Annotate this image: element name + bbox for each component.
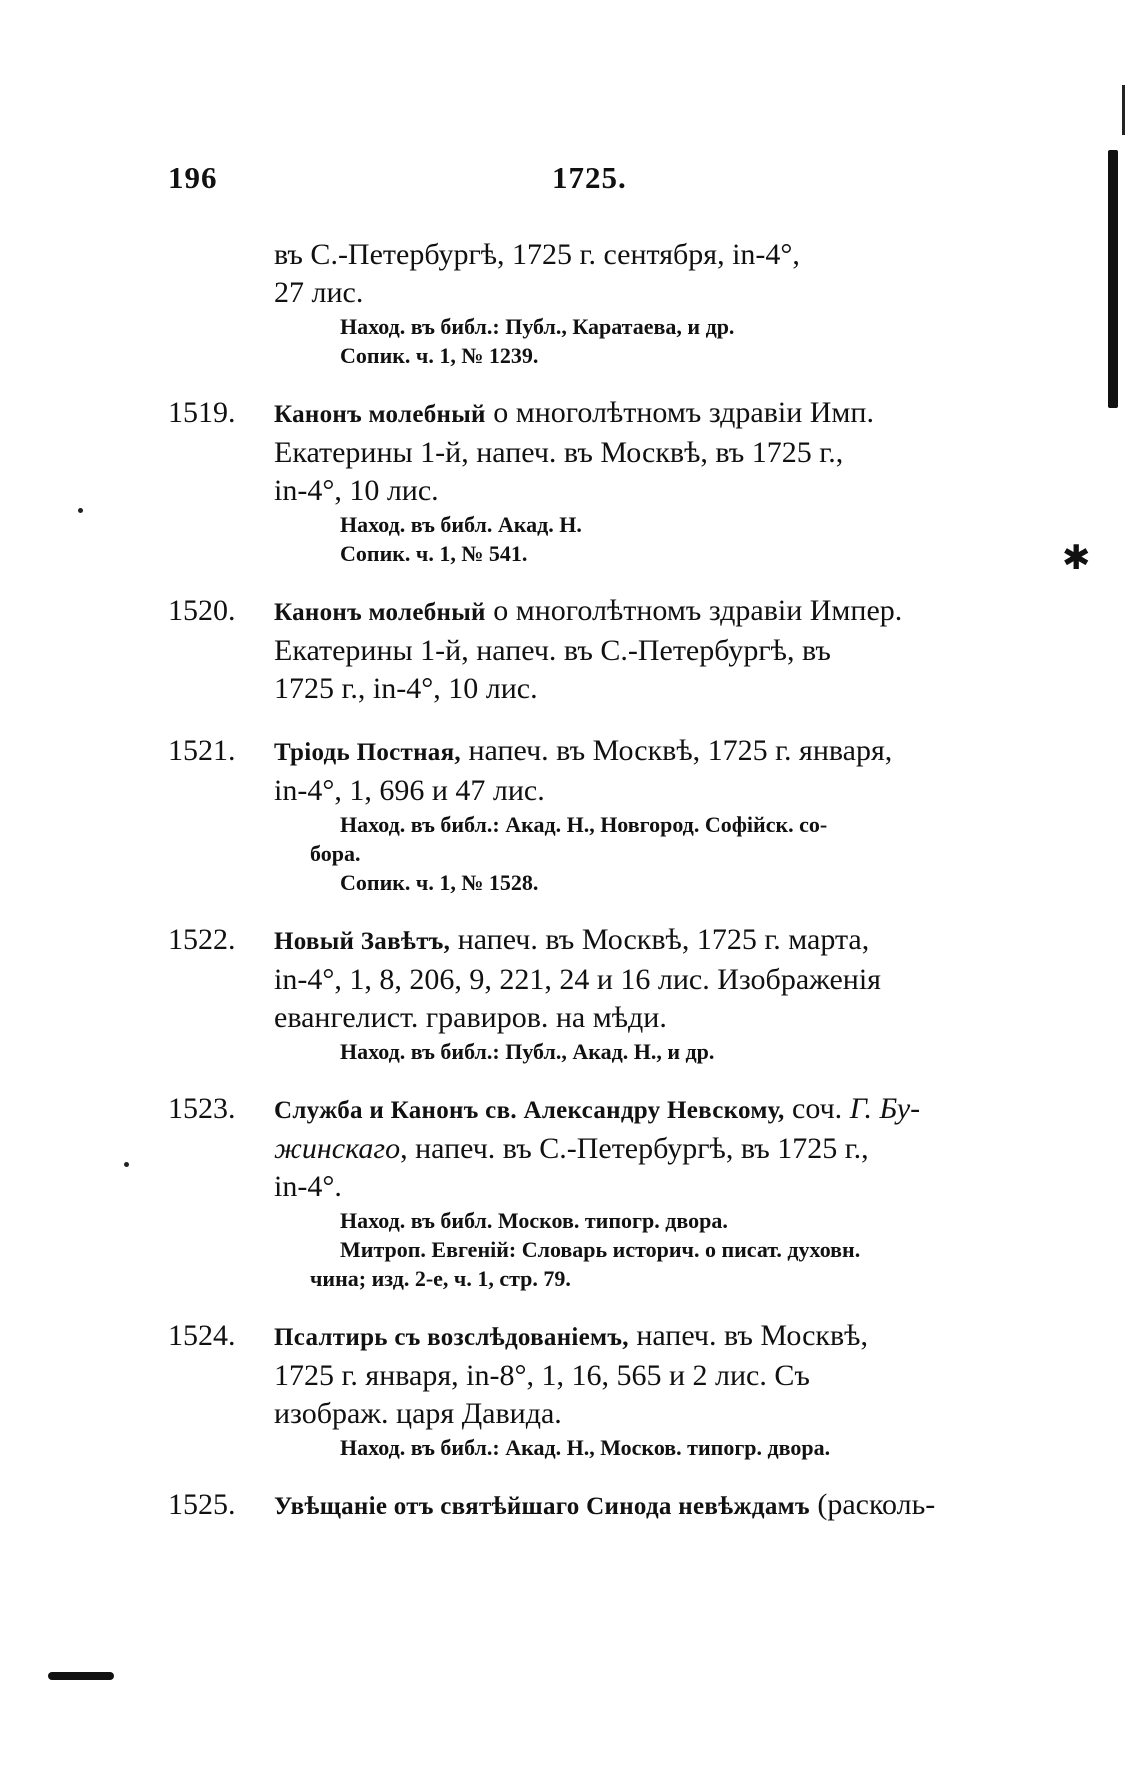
entry-title: Канонъ молебный xyxy=(274,599,486,626)
entry-text: напеч. въ Москвѣ, 1725 г. января, xyxy=(460,734,893,767)
ink-smudge xyxy=(48,1672,114,1680)
entry-1519 xyxy=(168,394,1018,568)
entry-text: напеч. въ Москвѣ, xyxy=(628,1319,868,1352)
entry-1522 xyxy=(168,921,1018,1066)
entry-1520 xyxy=(168,592,1018,708)
margin-mark xyxy=(1122,85,1125,135)
entry-title: Канонъ молебный xyxy=(274,401,486,428)
entry-1524 xyxy=(168,1317,1018,1462)
author-name-cont: жинскаго xyxy=(274,1132,401,1165)
catalog-text xyxy=(168,236,1018,1526)
reference-note: Сопик. ч. 1, № 1528. xyxy=(340,870,539,895)
location-note: Наход. въ библ.: Публ., Каратаева, и др. xyxy=(340,314,735,339)
text-line: in-4°. xyxy=(274,1170,342,1203)
entry-number: 1525. xyxy=(168,1488,236,1521)
entry-title: Псалтирь съ возслѣдованіемъ, xyxy=(274,1324,629,1351)
text-line: Екатерины 1-й, напеч. въ С.-Петербургѣ, въ xyxy=(274,634,831,667)
entry-title: Увѣщаніе отъ святѣйшаго Синода невѣждамъ xyxy=(274,1493,810,1520)
location-note: Наход. въ библ.: Акад. Н., Москов. типогр. двора. xyxy=(340,1435,831,1460)
page-number: 196 xyxy=(168,160,218,195)
entry-text: (расколь- xyxy=(809,1488,936,1521)
entry-1523 xyxy=(168,1090,1018,1293)
intro-continuation xyxy=(168,236,1018,370)
text-line: въ С.-Петербургѣ, 1725 г. сентября, in-4°, xyxy=(274,238,800,271)
entry-number: 1523. xyxy=(168,1092,236,1125)
text-line: Екатерины 1-й, напеч. въ Москвѣ, въ 1725 г., xyxy=(274,436,844,469)
text-line: 1725 г., in-4°, 10 лис. xyxy=(274,672,538,705)
speck xyxy=(124,1162,129,1167)
reference-note: Митроп. Евгеній: Словарь историч. о писат. духовн. xyxy=(340,1237,861,1262)
entry-text: напеч. въ Москвѣ, 1725 г. марта, xyxy=(450,923,870,956)
entry-number: 1522. xyxy=(168,923,236,956)
text-line: in-4°, 1, 8, 206, 9, 221, 24 и 16 лис. Изображенія xyxy=(274,963,881,996)
text-line: изображ. царя Давида. xyxy=(274,1397,562,1430)
location-note: Наход. въ библ. Акад. Н. xyxy=(340,512,582,537)
reference-note: Сопик. ч. 1, № 1239. xyxy=(340,343,539,368)
location-note: Наход. въ библ. Москов. типогр. двора. xyxy=(340,1208,728,1233)
entry-text: о многолѣтномъ здравіи Имп. xyxy=(485,396,874,429)
entry-text: о многолѣтномъ здравіи Импер. xyxy=(485,594,903,627)
entry-text: , напеч. въ С.-Петербургѣ, въ 1725 г., xyxy=(400,1132,869,1165)
speck xyxy=(78,508,83,513)
margin-bar xyxy=(1108,150,1118,408)
text-line: 1725 г. января, in-8°, 1, 16, 565 и 2 лис. Съ xyxy=(274,1359,810,1392)
author-name: Г. Бу- xyxy=(849,1092,921,1125)
ink-blot: ✱ xyxy=(1062,538,1091,578)
running-head-year: 1725. xyxy=(552,160,627,195)
entry-title: Служба и Канонъ св. Александру Невскому, xyxy=(274,1097,785,1124)
entry-text: соч. xyxy=(784,1092,850,1125)
entry-number: 1519. xyxy=(168,396,236,429)
entry-number: 1524. xyxy=(168,1319,236,1352)
entry-1525 xyxy=(168,1486,1018,1526)
reference-note: Сопик. ч. 1, № 541. xyxy=(340,541,528,566)
text-line: in-4°, 10 лис. xyxy=(274,474,439,507)
location-note-cont: бора. xyxy=(310,841,361,866)
text-line: 27 лис. xyxy=(274,276,364,309)
entry-number: 1520. xyxy=(168,594,236,627)
entry-1521 xyxy=(168,732,1018,897)
location-note: Наход. въ библ.: Публ., Акад. Н., и др. xyxy=(340,1039,715,1064)
reference-note-cont: чина; изд. 2-е, ч. 1, стр. 79. xyxy=(310,1266,571,1291)
entry-title: Новый Завѣтъ, xyxy=(274,928,451,955)
text-line: in-4°, 1, 696 и 47 лис. xyxy=(274,774,545,807)
text-line: евангелист. гравиров. на мѣди. xyxy=(274,1001,667,1034)
location-note: Наход. въ библ.: Акад. Н., Новгород. Софійск. со- xyxy=(340,812,828,837)
entry-number: 1521. xyxy=(168,734,236,767)
entry-title: Тріодь Постная, xyxy=(274,739,461,766)
